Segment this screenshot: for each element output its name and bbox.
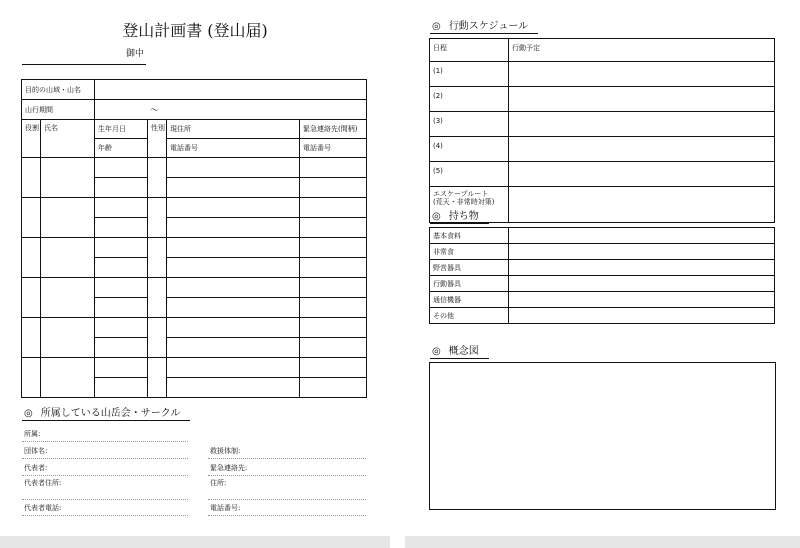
member-6-sex[interactable] <box>148 358 167 398</box>
member-5-name[interactable] <box>41 318 95 358</box>
item-label: 野営器具 <box>430 260 509 276</box>
phone-label: 電話番号: <box>210 504 241 512</box>
item-label: 非常食 <box>430 244 509 260</box>
addressee-suffix: 御中 <box>125 49 144 59</box>
affiliation-heading <box>22 404 190 421</box>
day-4: (4) <box>430 137 509 162</box>
member-2-birth[interactable] <box>95 198 148 218</box>
member-6-phone[interactable] <box>167 378 300 398</box>
member-6-age[interactable] <box>95 378 148 398</box>
address-label: 住所: <box>210 479 227 487</box>
schedule-heading <box>430 17 538 34</box>
member-2-address[interactable] <box>167 198 300 218</box>
item-field-other[interactable] <box>509 308 775 324</box>
belongings-heading <box>430 207 489 224</box>
day-2: (2) <box>430 87 509 112</box>
form-page-left <box>0 0 390 536</box>
name-header: 氏名 <box>41 120 95 158</box>
double-circle-icon: ◎ <box>24 408 33 419</box>
member-5-phone[interactable] <box>167 338 300 358</box>
plan-header: 行動予定 <box>509 39 775 62</box>
member-3-address[interactable] <box>167 238 300 258</box>
member-5-sex[interactable] <box>148 318 167 358</box>
escape-route-title: エスケープルート <box>433 190 489 198</box>
member-1-sex[interactable] <box>148 158 167 198</box>
member-6-birth[interactable] <box>95 358 148 378</box>
member-5-address[interactable] <box>167 318 300 338</box>
member-4-name[interactable] <box>41 278 95 318</box>
double-circle-icon: ◎ <box>432 346 441 357</box>
diagram-title: 概念図 <box>448 346 479 357</box>
schedule-table <box>429 38 775 223</box>
group-name-label: 団体名: <box>24 447 48 455</box>
plan-5-field[interactable] <box>509 162 775 187</box>
member-4-address[interactable] <box>167 278 300 298</box>
member-1-phone[interactable] <box>167 178 300 198</box>
item-field-comms[interactable] <box>509 292 775 308</box>
member-2-role[interactable] <box>22 198 41 238</box>
phone-field[interactable] <box>208 501 366 516</box>
member-table <box>21 79 367 398</box>
role-header: 役割 <box>22 120 41 158</box>
item-label: 行動器具 <box>430 276 509 292</box>
affiliation-field[interactable] <box>22 427 188 442</box>
escape-route-subtitle: (荒天・非常時対策) <box>433 198 495 206</box>
period-field[interactable] <box>95 100 367 120</box>
phone-header: 電話番号 <box>167 139 300 158</box>
diagram-heading <box>430 342 489 359</box>
member-1-age[interactable] <box>95 178 148 198</box>
representative-label: 代表者: <box>24 464 48 472</box>
purpose-label: 目的の山域・山名 <box>22 80 95 100</box>
plan-2-field[interactable] <box>509 87 775 112</box>
member-5-birth[interactable] <box>95 318 148 338</box>
member-6-emergency[interactable] <box>300 358 367 378</box>
member-3-age[interactable] <box>95 258 148 278</box>
item-field-food[interactable] <box>509 228 775 244</box>
plan-3-field[interactable] <box>509 112 775 137</box>
plan-4-field[interactable] <box>509 137 775 162</box>
member-1-address[interactable] <box>167 158 300 178</box>
member-6-name[interactable] <box>41 358 95 398</box>
item-field-camping[interactable] <box>509 260 775 276</box>
sex-header: 性別 <box>148 120 167 158</box>
member-2-name[interactable] <box>41 198 95 238</box>
rescue-system-label: 救援体制: <box>210 447 241 455</box>
day-header: 日程 <box>430 39 509 62</box>
plan-1-field[interactable] <box>509 62 775 87</box>
member-2-sex[interactable] <box>148 198 167 238</box>
affiliation-label: 所属: <box>24 430 41 438</box>
member-6-emergency-phone[interactable] <box>300 378 367 398</box>
emergency-phone-header: 電話番号 <box>300 139 367 158</box>
member-3-name[interactable] <box>41 238 95 278</box>
member-3-phone[interactable] <box>167 258 300 278</box>
item-label: 通信機器 <box>430 292 509 308</box>
escape-route-field[interactable] <box>509 187 775 223</box>
day-3: (3) <box>430 112 509 137</box>
member-6-address[interactable] <box>167 358 300 378</box>
member-4-role[interactable] <box>22 278 41 318</box>
rep-address-label: 代表者住所: <box>24 479 62 487</box>
member-6-role[interactable] <box>22 358 41 398</box>
address-header: 現住所 <box>167 120 300 139</box>
double-circle-icon: ◎ <box>432 21 441 32</box>
belongings-table <box>429 227 775 324</box>
rep-phone-field[interactable] <box>22 501 188 516</box>
member-3-role[interactable] <box>22 238 41 278</box>
member-3-sex[interactable] <box>148 238 167 278</box>
member-5-emergency[interactable] <box>300 318 367 338</box>
belongings-title: 持ち物 <box>448 211 479 222</box>
item-field-gear[interactable] <box>509 276 775 292</box>
form-title: 登山計画書 (登山届) <box>122 21 268 40</box>
member-1-birth[interactable] <box>95 158 148 178</box>
item-field-emergency-food[interactable] <box>509 244 775 260</box>
emergency-contact-label: 緊急連絡先: <box>210 464 248 472</box>
emergency-contact-field[interactable] <box>208 461 366 476</box>
member-5-emergency-phone[interactable] <box>300 338 367 358</box>
page-gutter <box>390 0 405 548</box>
member-4-age[interactable] <box>95 298 148 318</box>
member-4-birth[interactable] <box>95 278 148 298</box>
representative-field[interactable] <box>22 461 188 476</box>
rep-address-field[interactable] <box>22 477 188 500</box>
member-3-emergency-phone[interactable] <box>300 258 367 278</box>
member-3-birth[interactable] <box>95 238 148 258</box>
member-1-emergency-phone[interactable] <box>300 178 367 198</box>
member-4-emergency-phone[interactable] <box>300 298 367 318</box>
addressee-field[interactable] <box>22 47 146 65</box>
member-4-emergency[interactable] <box>300 278 367 298</box>
member-2-age[interactable] <box>95 218 148 238</box>
rescue-system-field[interactable] <box>208 444 366 459</box>
emergency-header: 緊急連絡先(間柄) <box>300 120 367 139</box>
purpose-field[interactable] <box>95 80 367 100</box>
member-4-phone[interactable] <box>167 298 300 318</box>
member-3-emergency[interactable] <box>300 238 367 258</box>
schedule-title: 行動スケジュール <box>448 21 529 32</box>
age-header: 年齢 <box>95 139 148 158</box>
member-4-sex[interactable] <box>148 278 167 318</box>
member-5-age[interactable] <box>95 338 148 358</box>
member-2-emergency-phone[interactable] <box>300 218 367 238</box>
diagram-box[interactable] <box>429 362 776 510</box>
address-field[interactable] <box>208 477 366 500</box>
member-2-phone[interactable] <box>167 218 300 238</box>
birth-header: 生年月日 <box>95 120 148 139</box>
member-1-role[interactable] <box>22 158 41 198</box>
affiliation-title: 所属している山岳会・サークル <box>40 408 181 419</box>
day-1: (1) <box>430 62 509 87</box>
period-separator: 〜 <box>150 106 160 116</box>
member-2-emergency[interactable] <box>300 198 367 218</box>
day-5: (5) <box>430 162 509 187</box>
group-name-field[interactable] <box>22 444 188 459</box>
member-5-role[interactable] <box>22 318 41 358</box>
item-label: 基本食料 <box>430 228 509 244</box>
member-1-name[interactable] <box>41 158 95 198</box>
double-circle-icon: ◎ <box>432 211 441 222</box>
member-1-emergency[interactable] <box>300 158 367 178</box>
period-label: 山行期間 <box>22 100 95 120</box>
rep-phone-label: 代表者電話: <box>24 504 62 512</box>
item-label: その他 <box>430 308 509 324</box>
